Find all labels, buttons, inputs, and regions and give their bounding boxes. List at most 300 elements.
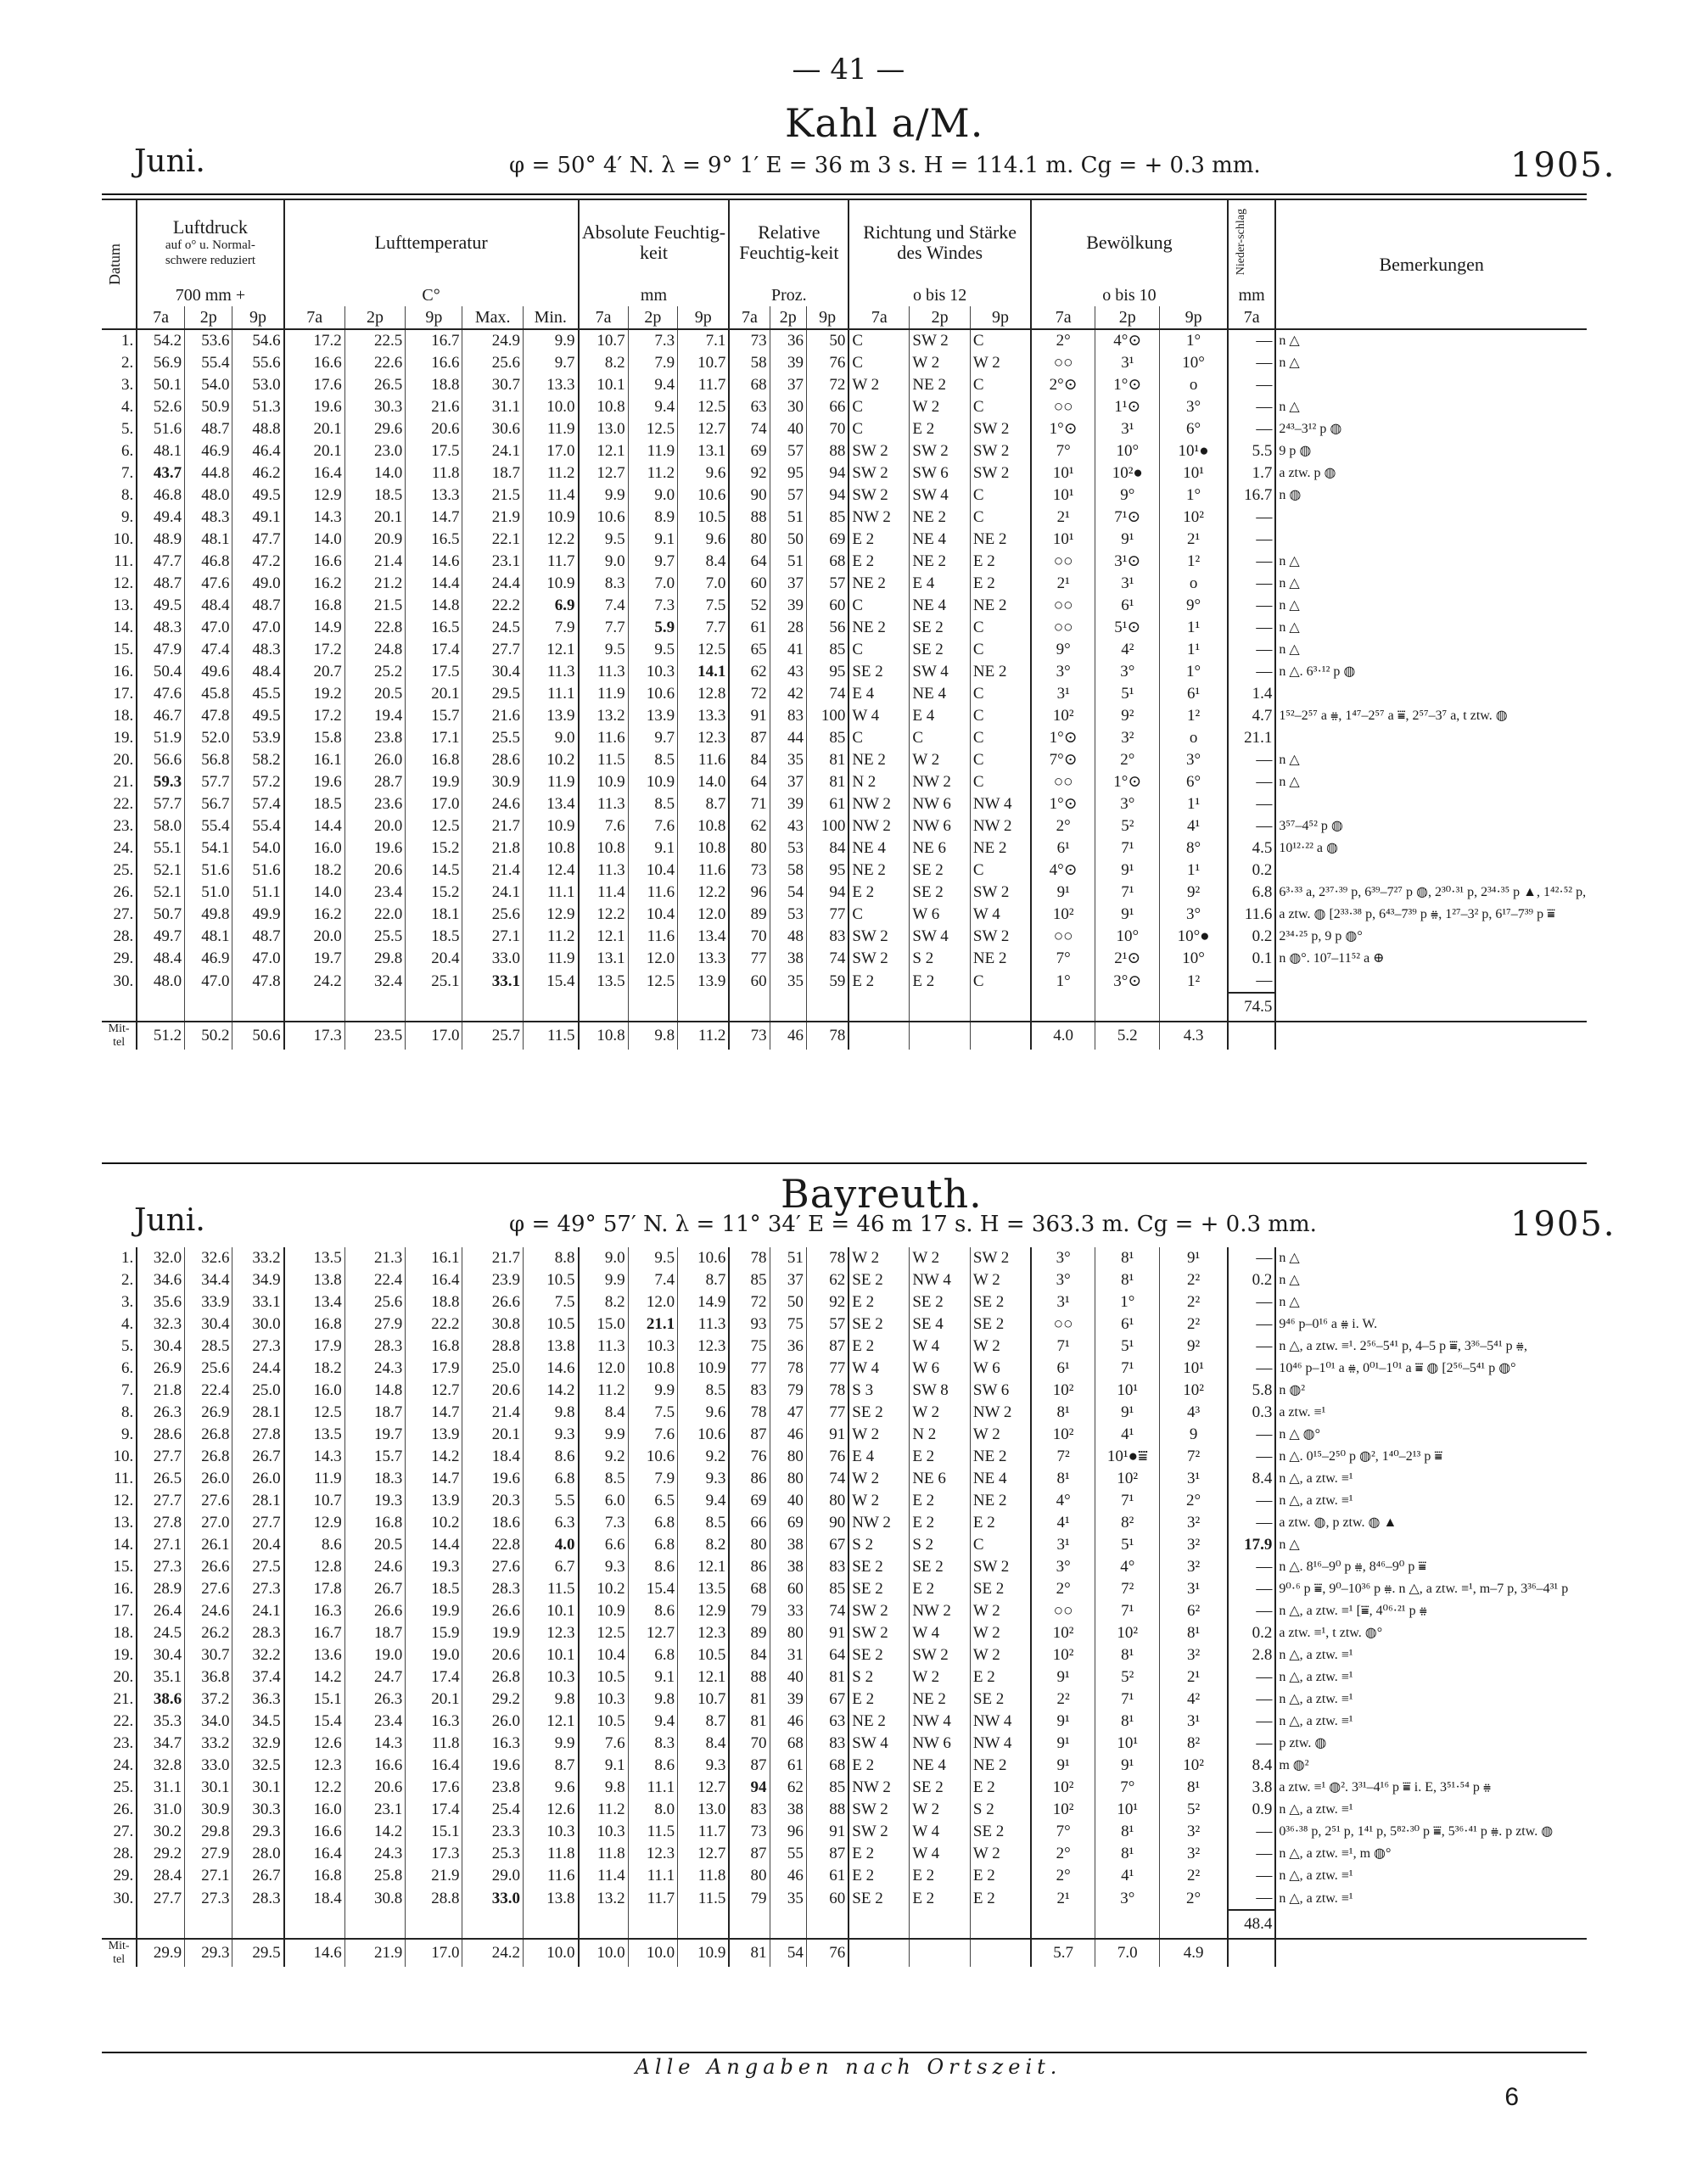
table-cell: 5. (120, 420, 134, 438)
table-cell: 11.7 (678, 1821, 730, 1843)
precip-sum-row (102, 993, 1587, 1022)
table-cell: 54.2 (137, 329, 184, 352)
mittel-cell: 73 (729, 1022, 770, 1050)
table-cell: 8.7 (678, 1269, 730, 1291)
table-cell: n △, a ztw. ≡¹ (1275, 1468, 1587, 1490)
table-cell: 30.2 (137, 1821, 184, 1843)
table-cell: 51.6 (137, 418, 184, 440)
table-cell: 62 (729, 815, 770, 837)
table-cell: 10¹ (1031, 462, 1095, 484)
table-cell: 11.6 (579, 727, 629, 749)
table-cell: 6.8 (1228, 882, 1275, 904)
table-cell: 7² (1031, 1446, 1095, 1468)
table-cell: 4³ (1160, 1402, 1228, 1424)
table-row (102, 329, 1587, 352)
table-cell (406, 993, 462, 1022)
table-cell: 19.6 (284, 396, 345, 418)
table-cell: 80 (770, 1468, 806, 1490)
table-cell: C (970, 705, 1031, 727)
table-cell: 84 (729, 1644, 770, 1666)
table-cell: NW 2 (910, 1600, 971, 1622)
table-cell: 9.9 (579, 484, 629, 507)
table-cell: 24.1 (462, 440, 524, 462)
table-cell: 10.6 (628, 1446, 678, 1468)
table-cell: 9.9 (579, 1424, 629, 1446)
table-cell: 8.5 (579, 1468, 629, 1490)
table-cell: 14.0 (284, 882, 345, 904)
table-cell: 31 (770, 1644, 806, 1666)
table-cell: 53 (770, 904, 806, 926)
table-cell: 36 (770, 329, 806, 352)
table-cell: 38 (770, 948, 806, 970)
table-cell: 24.3 (344, 1358, 406, 1380)
table-cell: W 2 (910, 1666, 971, 1688)
table-cell: 16.3 (406, 1711, 462, 1733)
table-cell: 17.4 (406, 1666, 462, 1688)
table-cell: NE 4 (848, 837, 910, 860)
table-cell (806, 1910, 848, 1939)
table-cell: 9. (120, 508, 134, 526)
month-label-1: Juni. (134, 144, 205, 179)
mittel-cell (1275, 1022, 1587, 1050)
table-cell: 13.9 (678, 970, 730, 993)
table-cell: 35.3 (137, 1711, 184, 1733)
table-cell: 77 (729, 1358, 770, 1380)
table-cell: 33.1 (232, 1291, 284, 1313)
table-cell: C (970, 639, 1031, 661)
table-cell: S 2 (848, 1666, 910, 1688)
table-cell: 22.4 (185, 1380, 232, 1402)
table-cell: 10.4 (628, 904, 678, 926)
table-cell: 21.6 (462, 705, 524, 727)
table-cell: 74 (806, 683, 848, 705)
table-cell: 32.0 (137, 1247, 184, 1269)
table-cell: 22.8 (344, 617, 406, 639)
table-cell: n △, a ztw. ≡¹ (1275, 1666, 1587, 1688)
table-cell: 47.6 (185, 573, 232, 595)
table-cell: C (970, 860, 1031, 882)
table-cell: 6.5 (628, 1490, 678, 1512)
table-cell: 10² (1095, 1622, 1160, 1644)
table-cell: 68 (770, 1733, 806, 1755)
month-label-2: Juni. (134, 1203, 205, 1238)
table-cell: 77 (806, 1358, 848, 1380)
table-cell: 29. (113, 949, 134, 967)
table-cell (1095, 993, 1160, 1022)
table-cell: 78 (729, 1247, 770, 1269)
table-cell: 92 (729, 462, 770, 484)
mittel-cell (1275, 1939, 1587, 1967)
table-cell: 20.6 (462, 1380, 524, 1402)
table-cell: 13.8 (524, 1887, 579, 1910)
table-cell: 20. (113, 751, 134, 769)
table-cell: — (1228, 329, 1275, 352)
table-cell: NE 6 (910, 837, 971, 860)
table-cell: 33.9 (185, 1291, 232, 1313)
table-cell: 7. (120, 1381, 134, 1399)
table-cell: 61 (806, 1865, 848, 1887)
table-cell: 26.9 (137, 1358, 184, 1380)
table-cell: E 2 (848, 1843, 910, 1865)
table-row (102, 1468, 1587, 1490)
table-cell: 48.1 (137, 440, 184, 462)
table-row (102, 1666, 1587, 1688)
table-row (102, 1424, 1587, 1446)
table-cell: 10¹ (1160, 462, 1228, 484)
table-cell: 13.3 (406, 484, 462, 507)
table-cell: 9.3 (678, 1468, 730, 1490)
table-cell: 48.1 (185, 529, 232, 551)
table-cell: 13.4 (524, 793, 579, 815)
table-cell: 21.6 (406, 396, 462, 418)
mittel-cell: 10.8 (579, 1022, 629, 1050)
table-cell: 10² (1031, 1424, 1095, 1446)
table-cell: SW 2 (970, 882, 1031, 904)
table-cell: 17.5 (406, 661, 462, 683)
table-cell (232, 1910, 284, 1939)
table-cell: 75 (770, 1313, 806, 1336)
table-cell: SW 4 (848, 1733, 910, 1755)
table-cell: 7.6 (579, 815, 629, 837)
table-cell: 11.5 (628, 1821, 678, 1843)
table-cell: 49.7 (137, 926, 184, 948)
table-cell: 10.5 (579, 1666, 629, 1688)
table-cell: 86 (729, 1468, 770, 1490)
header-lufttemperatur: Lufttemperatur (284, 199, 579, 284)
table-cell: 4. (120, 398, 134, 416)
table-cell: 21. (113, 773, 134, 791)
table-cell (770, 1910, 806, 1939)
table-cell: 24.7 (344, 1666, 406, 1688)
table-row (102, 1490, 1587, 1512)
table-cell: 24.6 (185, 1600, 232, 1622)
table-cell: 21.5 (344, 595, 406, 617)
table-cell: 54.0 (185, 374, 232, 396)
table-cell (462, 1910, 524, 1939)
table-cell: C (970, 484, 1031, 507)
table-cell: 32.4 (344, 970, 406, 993)
table-cell: E 2 (848, 529, 910, 551)
table-cell: 13.0 (579, 418, 629, 440)
table-cell: 26.3 (344, 1688, 406, 1711)
table-cell: 34.7 (137, 1733, 184, 1755)
table-cell: 47.2 (232, 551, 284, 573)
table-cell: C (970, 374, 1031, 396)
table-cell: 40 (770, 418, 806, 440)
table-cell: 55.1 (137, 837, 184, 860)
table-cell: 46.8 (185, 551, 232, 573)
table-cell: 16.7 (1228, 484, 1275, 507)
table-cell: 38.6 (137, 1688, 184, 1711)
table-cell: 12. (113, 574, 134, 592)
table-cell: 20.5 (344, 683, 406, 705)
mittel-cell: 46 (770, 1022, 806, 1050)
table-cell: 15.4 (628, 1578, 678, 1600)
table-row (102, 860, 1587, 882)
table-cell: 13.3 (678, 948, 730, 970)
table-cell: 22.4 (344, 1269, 406, 1291)
table-cell: 26.3 (137, 1402, 184, 1424)
table-cell: SE 4 (910, 1313, 971, 1336)
table-cell: 20.7 (284, 661, 345, 683)
table-cell: 25.3 (462, 1843, 524, 1865)
table-cell: n △ (1275, 551, 1587, 573)
table-cell: 24.5 (462, 617, 524, 639)
table-cell: 69 (729, 440, 770, 462)
table-cell: 11.5 (678, 1887, 730, 1910)
table-cell: 9.5 (579, 529, 629, 551)
table-cell: 7¹ (1095, 1600, 1160, 1622)
table-cell: 39 (770, 793, 806, 815)
table-cell: 8.0 (628, 1799, 678, 1821)
table-cell: 9.7 (628, 727, 678, 749)
table-cell (729, 1910, 770, 1939)
table-cell: 1² (1160, 970, 1228, 993)
table-cell: 2¹⊙ (1095, 948, 1160, 970)
mittel-label: Mit-tel (108, 1022, 130, 1049)
table-row (102, 727, 1587, 749)
table-cell: 10⁴⁶ p–1⁰¹ a ⩷, 0⁰¹–1⁰¹ a ⩸ ◍ [2⁵⁶–5⁴¹ p ◍° (1275, 1358, 1587, 1380)
table-cell: NW 2 (848, 1777, 910, 1799)
table-cell: 37 (770, 374, 806, 396)
table-cell: C (970, 749, 1031, 771)
table-cell: 11.4 (579, 882, 629, 904)
table-cell: 16.0 (284, 1380, 345, 1402)
table-cell: 11. (114, 1470, 134, 1487)
table-cell: 7° (1031, 1821, 1095, 1843)
table-cell: — (1228, 1711, 1275, 1733)
table-cell (770, 993, 806, 1022)
table-cell: 19.7 (344, 1424, 406, 1446)
table-cell: C (848, 639, 910, 661)
table-cell: 10² (1160, 1755, 1228, 1777)
table-cell: 10² (1095, 1468, 1160, 1490)
table-cell: n △. 8¹⁶–9⁰ p ⩷, 8⁴⁶–9⁰ p ⩸ (1275, 1556, 1587, 1578)
sheet-number: 6 (1504, 2083, 1519, 2111)
table-cell: 2.8 (1228, 1644, 1275, 1666)
table-cell: 57 (806, 1313, 848, 1336)
table-cell: 19.0 (406, 1644, 462, 1666)
table-cell: 3¹ (1031, 1291, 1095, 1313)
mittel-cell (910, 1022, 971, 1050)
table-cell: 83 (806, 1733, 848, 1755)
table-cell: 11.6 (628, 882, 678, 904)
header-unit: Proz. (729, 284, 848, 306)
table-cell: 90 (806, 1512, 848, 1534)
table-cell: 15. (113, 1558, 134, 1576)
table-cell: 67 (806, 1534, 848, 1556)
header-time: 9p (1160, 306, 1228, 329)
table-cell: W 2 (910, 1402, 971, 1424)
table-cell: SW 2 (848, 462, 910, 484)
table-cell: SW 6 (910, 462, 971, 484)
table-cell (406, 1910, 462, 1939)
table-cell: 2° (1031, 1578, 1095, 1600)
table-cell: n △, a ztw. ≡¹ (1275, 1688, 1587, 1711)
table-cell: 14.4 (284, 815, 345, 837)
table-cell: 2¹ (1031, 1887, 1095, 1910)
table-cell: 14. (113, 1536, 134, 1554)
table-cell: 11.9 (579, 683, 629, 705)
table-cell: 10² (1031, 1644, 1095, 1666)
table-cell (806, 993, 848, 1022)
table-cell: — (1228, 595, 1275, 617)
table-cell: ○○ (1031, 771, 1095, 793)
header-time: 9p (232, 306, 284, 329)
table-cell: NE 2 (848, 617, 910, 639)
table-cell: 30.0 (232, 1313, 284, 1336)
table-cell: 16.0 (284, 837, 345, 860)
table-cell: 7¹ (1095, 1688, 1160, 1711)
table-cell: 11.5 (524, 1578, 579, 1600)
table-cell: 75 (729, 1336, 770, 1358)
table-cell: 77 (806, 1402, 848, 1424)
table-cell: 10.8 (678, 815, 730, 837)
table-cell: 33.0 (185, 1755, 232, 1777)
table-cell: 28 (770, 617, 806, 639)
table-cell: 13.1 (579, 948, 629, 970)
table-cell: 87 (729, 727, 770, 749)
table-cell: 10°● (1160, 926, 1228, 948)
table-cell: 30.4 (185, 1313, 232, 1336)
table-cell: 52.6 (137, 396, 184, 418)
table-cell: 8.6 (524, 1446, 579, 1468)
table-cell: 8. (120, 486, 134, 504)
table-cell: 7¹⊙ (1095, 507, 1160, 529)
table-cell: 4.0 (524, 1534, 579, 1556)
table-cell: — (1228, 1291, 1275, 1313)
table-cell: 23.1 (462, 551, 524, 573)
table-cell: 30.1 (185, 1777, 232, 1799)
table-cell: ○○ (1031, 1600, 1095, 1622)
table-cell: 16.4 (406, 1755, 462, 1777)
table-cell: C (910, 727, 971, 749)
table-cell: 11.2 (524, 462, 579, 484)
table-cell: 31.1 (462, 396, 524, 418)
table-cell: W 2 (848, 1247, 910, 1269)
table-cell: ○○ (1031, 595, 1095, 617)
table-cell: 14.6 (524, 1358, 579, 1380)
table-cell: 30.3 (344, 396, 406, 418)
table-cell: 89 (729, 904, 770, 926)
table-cell: 17.6 (406, 1777, 462, 1799)
table-cell: 29.6 (344, 418, 406, 440)
table-cell: E 2 (910, 1446, 971, 1468)
table-cell: 3² (1160, 1644, 1228, 1666)
table-cell: 18.3 (344, 1468, 406, 1490)
table-cell: 36.8 (185, 1666, 232, 1688)
mittel-cell (1228, 1939, 1275, 1967)
table-cell: 26.1 (185, 1534, 232, 1556)
table-cell: 12.5 (284, 1402, 345, 1424)
mittel-label: Mit-tel (108, 1940, 130, 1966)
table-cell: 17.6 (284, 374, 345, 396)
table-cell: 1² (1160, 551, 1228, 573)
table-cell: 2² (1160, 1269, 1228, 1291)
table-cell: E 2 (848, 1688, 910, 1711)
table-cell: 6.0 (579, 1490, 629, 1512)
table-cell: N 2 (848, 771, 910, 793)
table-cell: 16.8 (344, 1512, 406, 1534)
table-cell: 46 (770, 1865, 806, 1887)
table-cell: 27.6 (185, 1578, 232, 1600)
table-row (102, 617, 1587, 639)
table-cell: 9.0 (579, 551, 629, 573)
table-cell: 3. (120, 376, 134, 394)
table-cell: 15.2 (406, 837, 462, 860)
table-cell: 1°⊙ (1095, 374, 1160, 396)
table-cell: NW 6 (910, 1733, 971, 1755)
table-cell: E 4 (910, 705, 971, 727)
table-cell: NE 2 (970, 529, 1031, 551)
table-cell: 69 (770, 1512, 806, 1534)
table-cell: 12.2 (678, 882, 730, 904)
table-cell: E 4 (848, 683, 910, 705)
table-cell: W 2 (970, 1269, 1031, 1291)
table-cell (729, 993, 770, 1022)
table-cell: 17.9 (1228, 1534, 1275, 1556)
table-cell (284, 993, 345, 1022)
table-cell (1275, 374, 1587, 396)
table-cell: 4¹ (1095, 1424, 1160, 1446)
table-cell: 18.8 (406, 374, 462, 396)
table-cell: 3° (1160, 749, 1228, 771)
header-time: 9p (678, 306, 730, 329)
table-cell: n △, a ztw. ≡¹. 2⁵⁶–5⁴¹ p, 4–5 p ⩸, 3³⁶–5⁴¹ p ⩷, (1275, 1336, 1587, 1358)
table-cell: 63 (806, 1711, 848, 1733)
table-cell: 11.8 (678, 1865, 730, 1887)
table-cell: 47.8 (232, 970, 284, 993)
table-cell: 17. (113, 685, 134, 703)
header-time: 7a (729, 306, 770, 329)
table-cell: E 2 (910, 970, 971, 993)
table-cell: 10° (1095, 440, 1160, 462)
table-cell: 16.8 (284, 595, 345, 617)
table-cell: n △ (1275, 329, 1587, 352)
table-cell: 56.7 (185, 793, 232, 815)
table-cell: 12.1 (678, 1666, 730, 1688)
header-luftdruck-title: Luftdruck (172, 216, 248, 238)
table-cell: 18.5 (406, 926, 462, 948)
table-cell (970, 1910, 1031, 1939)
table-cell: 37.2 (185, 1688, 232, 1711)
table-cell: 55.6 (232, 352, 284, 374)
table-cell: 2. (120, 354, 134, 372)
mittel-cell (1228, 1022, 1275, 1050)
table-cell: 29.0 (462, 1865, 524, 1887)
table-cell: NE 2 (848, 749, 910, 771)
table-cell: 21.2 (344, 573, 406, 595)
table-cell: 22.8 (462, 1534, 524, 1556)
table-cell: 5¹⊙ (1095, 617, 1160, 639)
table-cell: 3² (1160, 1821, 1228, 1843)
table-cell: 23. (113, 817, 134, 835)
table-cell: ○○ (1031, 926, 1095, 948)
table-cell: 69 (729, 1490, 770, 1512)
table-cell: 28.6 (462, 749, 524, 771)
table-cell: 38 (770, 1556, 806, 1578)
header-time: 9p (970, 306, 1031, 329)
table-cell: 15.7 (344, 1446, 406, 1468)
table-cell: n △ (1275, 396, 1587, 418)
table-cell: 10² (1031, 1777, 1095, 1799)
header-time: 9p (806, 306, 848, 329)
table-cell: 13.3 (524, 374, 579, 396)
table-cell: NE 4 (910, 595, 971, 617)
table-cell: 53.9 (232, 727, 284, 749)
table-cell: 12.5 (678, 396, 730, 418)
table-cell: 5¹ (1095, 1534, 1160, 1556)
